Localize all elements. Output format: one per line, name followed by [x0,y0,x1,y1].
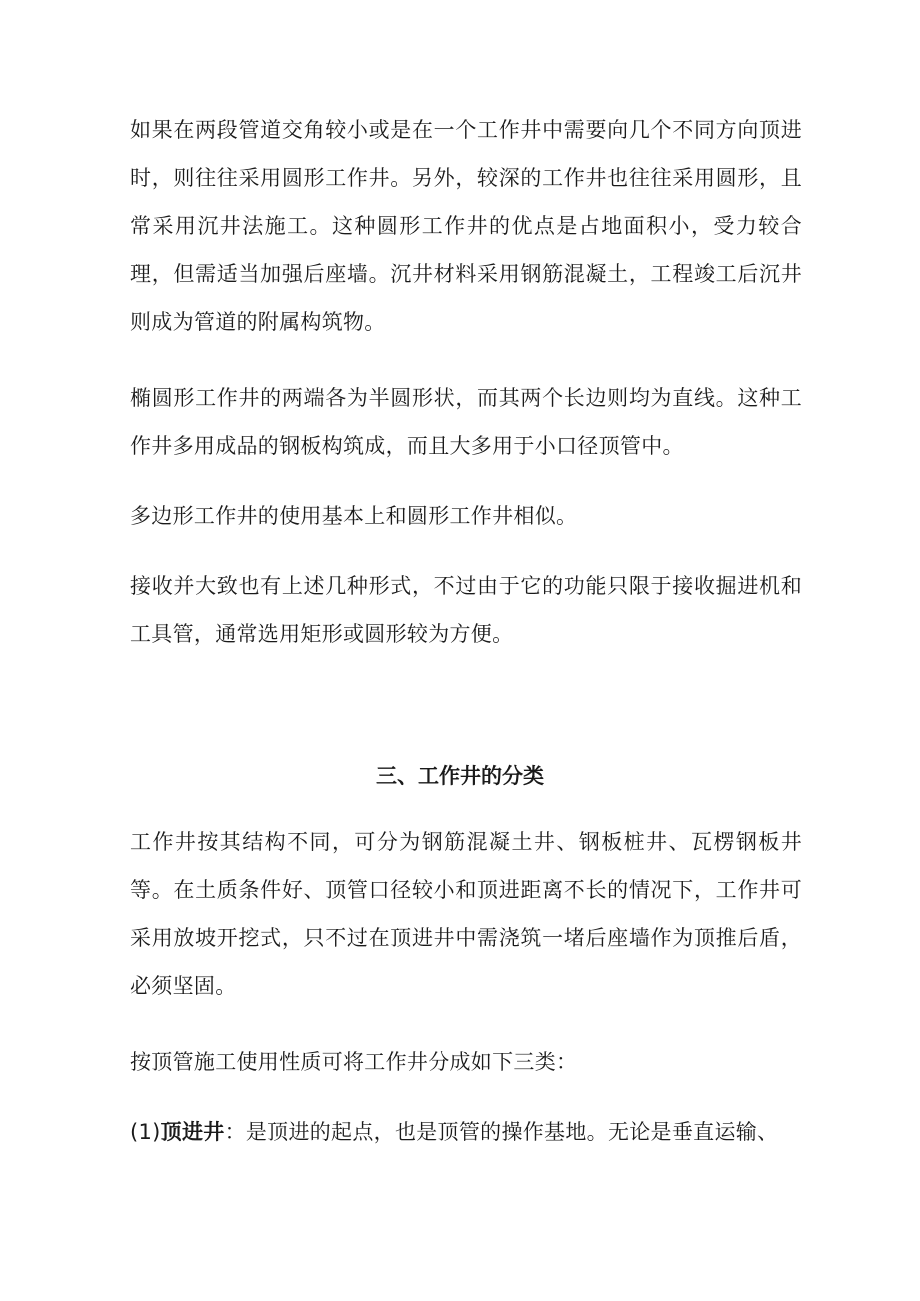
paragraph-elliptical-shaft: 椭圆形工作井的两端各为半圆形状，而其两个长边则均为直线。这种工作井多用成品的钢板构筑成，而且大多用于小口径顶管中。 [130,386,802,458]
list-item-jacking-shaft [130,1108,802,1156]
paragraph-receiving-shaft: 接收并大致也有上述几种形式，不过由于它的功能只限于接收掘进机和工具管，通常选用矩形或圆形较为方便。 [130,574,802,646]
list-item-text: ：是顶进的起点，也是顶管的操作基地。无论是垂直运输、 [224,1120,779,1144]
paragraph-shaft-types-intro: 按顶管施工使用性质可将工作井分成如下三类： [130,1050,578,1074]
list-item-number: (1) [130,1120,161,1144]
list-item-term: 顶进井 [160,1120,225,1144]
section-heading: 三、工作井的分类 [376,764,544,788]
paragraph-circular-shaft: 如果在两段管道交角较小或是在一个工作井中需要向几个不同方向顶进时，则往往采用圆形工作井。另外，较深的工作井也往往采用圆形，且常采用沉井法施工。这种圆形工作井的优点是占地面积小，受力较合理，但需适当加强后座墙。沉井材料采用钢筋混凝土，工程竣工后沉井则成为管道的附属构筑物。 [130,118,802,334]
paragraph-shaft-structure: 工作井按其结构不同，可分为钢筋混凝土井、钢板桩井、瓦楞钢板井等。在土质条件好、顶管口径较小和顶进距离不长的情况下，工作井可采用放坡开挖式，只不过在顶进井中需浇筑一堵后座墙作为顶推后盾，必须坚固。 [130,830,802,998]
paragraph-polygonal-shaft: 多边形工作井的使用基本上和圆形工作井相似。 [130,504,578,528]
